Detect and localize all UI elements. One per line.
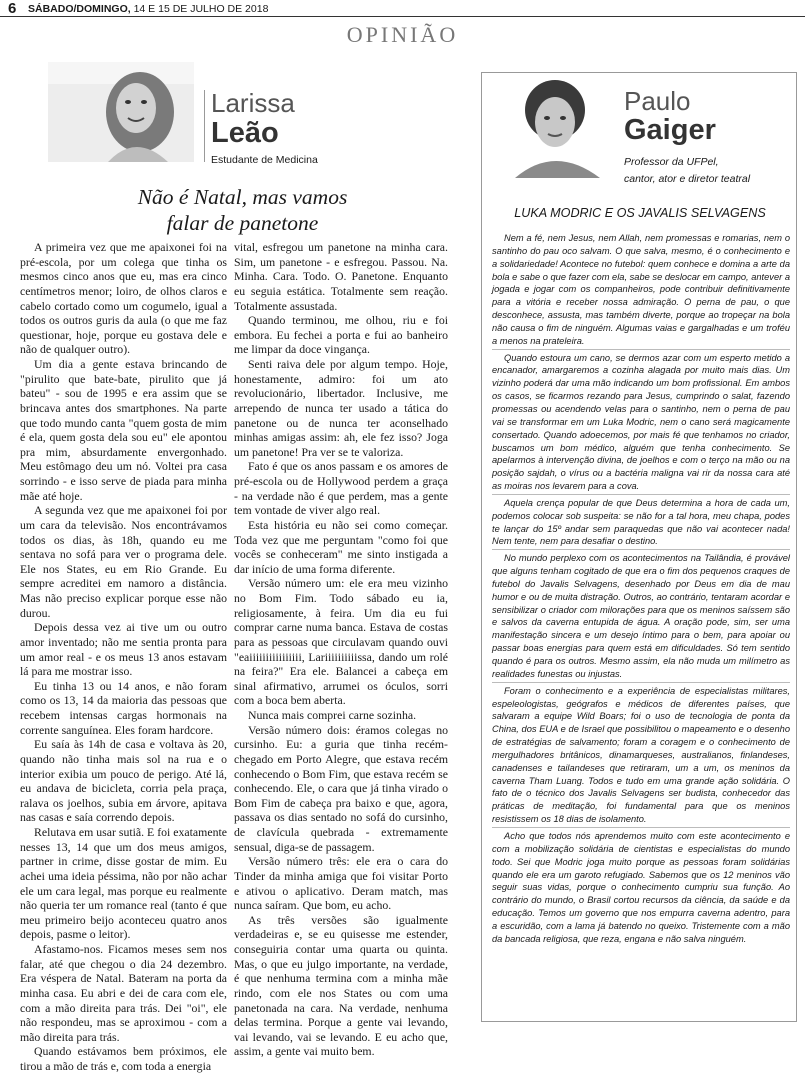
article-title-line: Não é Natal, mas vamos (137, 185, 348, 209)
paragraph: As três versões são igualmente verdadeiras e, se eu quisesse me estender, conseguiria contar uma quarta ou quinta. Mas, o que eu julgo importante, na verdade, é que nenhuma termina com a minha mãe rindo, com ele nos States ou com uma panetonada na cara. Na verdade, nenhuma delas termina. Porque a gente vai levando, vai levando, vai se levando. E eu acho que, assim, a gente vai muito bem. (234, 912, 448, 1059)
author-role (624, 154, 794, 188)
author-photo-larissa-image (48, 62, 194, 162)
author-first-name: Paulo (624, 86, 691, 116)
article-column-2 (234, 240, 448, 1059)
paragraph: Acho que todos nós aprendemos muito com este acontecimento e com a mobilização solidária de cientistas e especialistas do mundo todo. Sei que Modric joga muito porque as pessoas foram solidárias quando ele era um garoto refugiado. Sabemos que os 12 meninos vão seguir suas vidas, porque o conhecimento cumpriu sua função. Ao contrário do mundo, o Brasil cortou recursos da ciência, da saúde e da educação. Temos um governo que nos empurra caverna adentro, para a escuridão, com a lama já batendo no queixo. Tristemente com a mão da bancada religiosa, que reza, engana e não salva ninguém. (492, 830, 790, 944)
page-number: 6 (8, 0, 17, 17)
paragraph: Depois dessa vez ai tive um ou outro amor inventado; não me sentia pronta para um amor real - e os meus 13 anos estavam lá para me mostrar isso. (20, 620, 227, 679)
paragraph: Aquela crença popular de que Deus determina a hora de cada um, podemos colocar sob suspeita: se não for a tal hora, meu chapa, podes te lançar do 15º andar sem paraquedas que não vai acontecer nada! Nem tente, nem para desafiar o destino. (492, 497, 790, 547)
paragraph: Fato é que os anos passam e os amores de pré-escola ou de Hollywood perdem a graça - na verdade não é que perdem, mas a gente tem vontade de viver algo real. (234, 459, 448, 518)
paragraph: Nunca mais comprei carne sozinha. (248, 708, 417, 722)
author-photo-paulo-image (500, 74, 610, 178)
column-text (492, 232, 790, 946)
paragraph: Relutava em usar sutiã. E foi exatamente nesses 13, 14 que um dos meus amigos, partner in crime, disse gostar de mim. Eu achei uma ideia péssima, não por não achar ele um cara legal, mas porque eu realmente não queria ter um romance real (tanto é que meu primeiro beijo aconteceu quatro anos depois, pasme o leitor). (20, 825, 227, 942)
paragraph-divider (492, 549, 790, 550)
paragraph: vital, esfregou um panetone na minha cara. Sim, um panetone - e esfregou. Passou. Na. Minha. Cara. Todo. O. Panetone. Enquanto eu seguia estática. Totalmente sem reação. Totalmente assustada. (234, 240, 448, 313)
article-column-1 (20, 240, 227, 1074)
issue-date-days: SÁBADO/DOMINGO, (28, 3, 131, 15)
paragraph-divider (492, 682, 790, 683)
page-header (0, 0, 805, 18)
section-title: OPINIÃO (346, 22, 459, 47)
paragraph: No mundo perplexo com os acontecimentos na Tailândia, é provável que alguns tenham cogitado de que era o fim dos pequenos craques de futebol do Javalis Selvagens, desenhado por Deus em dia de mau humor e ou de muita distração. Outros, ao contrário, tentaram acordar e sensibilizar o criador com milorações para que os meninos saíssem são e salvos da caverna entupida de água. A oração pode, sim, ser uma manifestação sincera e um desejo íntimo para o bem, para apoiar ou passar boas energias para quem está em dificuldades. Só tem sentido quando é para os outros. Mesmo assim, ela não muda um milímetro as realidades funestas ou injustas. (492, 553, 790, 679)
author-role-line: cantor, ator e diretor teatral (624, 173, 751, 185)
paragraph-divider (492, 494, 790, 495)
paragraph-divider (492, 827, 790, 828)
author-last-name: Leão (211, 117, 279, 149)
issue-date (28, 3, 268, 15)
paragraph: Versão número um: ele era meu vizinho no Bom Fim. Todo sábado eu ia, religiosamente, à feira. Um dia eu fui comprar carne numa banca. Estava de costas para as pessoas que circulavam quando ouvi "eaiiiiiiiiiiiiiiii, Lariiiiiiiiiissa, dando um rolé na feira?" Era ele. Balancei a cabeça em sinal afirmativo, arrumei os óculos, sorri com a boca bem aberta. (234, 576, 448, 708)
paragraph: Foram o conhecimento e a experiência de especialistas militares, espeleologistas, geógrafos e médicos de diferentes países, que salvaram a equipe Wild Boars; foi o uso de tecnologia de ponta da China, dos EUA e de Israel que possibilitou o mapeamento e o desenho de estratégias de salvamento; foram a coragem e o conhecimento de mergulhadores britânicos, dinamarqueses, australianos, finlandeses, canadenses e tailandeses que retiraram, um a um, os meninos da caverna Tham Luang. Todos e tudo em uma grande ação solidária. O fato de o técnico dos Javalis Selvagens ser budista, conhecedor das práticas de meditação, foi fundamental para que os meninos resistissem os 18 dias de isolamento. (492, 685, 790, 825)
paragraph: Esta história eu não sei como começar. Toda vez que me perguntam "como foi que vocês se conheceram" me sinto instigada a dar início de uma forma diferente. (234, 517, 448, 576)
author-photo-paulo (500, 74, 610, 178)
author-divider (204, 90, 205, 162)
paragraph: Quando terminou, me olhou, riu e foi embora. Eu fechei a porta e fui ao banheiro me limpar da doce vingança. (234, 313, 448, 357)
author-role-line: Professor da UFPel, (624, 156, 719, 168)
paragraph: Senti raiva dele por algum tempo. Hoje, honestamente, admiro: foi um ato revolucionário, libertador. Inclusive, me arrependo de nunca ter usado a tática do panetone ou de nunca ter aconselhado minhas amigas assim: ah, ele fez isso? Joga um panetone! Pra ver se te valoriza. (234, 357, 448, 459)
paragraph: Quando estoura um cano, se dermos azar com um esperto metido a encanador, amargaremos a cozinha alagada por muito mais dias. Um vizinho poderá dar uma mão indicando um bom profissional. Em ambos os casos, se ficarmos rezando para Jesus, cumprindo o salat, fazendo promessas ou acendendo velas para o santinho, nem o perna de pau vai se transformar em um Luka Modric, nem o cano será magicamente consertado. Quando adoecemos, por mais fé que tenhamos no criador, buscamos um bom médico, alguém que tenha conhecimento. Se apelarmos à intervenção divina, de joelhos e com o terço na mão ou na posição sajdah, o vírus ou a bactéria maligna vai rir da nossa cara até as moiras nos levarem para a cova. (492, 352, 790, 492)
paragraph: Quando estávamos bem próximos, ele tirou a mão de trás e, com toda a energia (20, 1044, 227, 1073)
article-title (30, 184, 455, 236)
paragraph: Eu tinha 13 ou 14 anos, e não foram como os 13, 14 da maioria das pessoas que recebem intensas cargas hormonais na corrente sanguínea. Eles foram hardcore. (20, 678, 227, 737)
paragraph: Versão número três: ele era o cara do Tinder da minha amiga que foi visitar Porto e ativou o aplicativo. Deram match, mas nunca saíram. Que bom, eu acho. (234, 854, 448, 913)
paragraph-divider (492, 349, 790, 350)
paragraph: Nem a fé, nem Jesus, nem Allah, nem promessas e romarias, nem o santinho do pau oco salvam. O que salva, mesmo, é o conhecimento e a solidariedade! Acontece no futebol: quem conhece e domina a arte da bola e sabe o que fazer com ela, sabe se deslocar em campo, antever a jogada e jogar com os companheiros, pode contribuir definitivamente para a vitória e receber nossa admiração. O perna de pau, o que desconhece, assusta, mas também diverte, porque ao tropeçar na bola não causa o fim de ninguém. Algumas vaias e gargalhadas e um troféu a menos na prateleira. (492, 233, 790, 346)
paragraph: A primeira vez que me apaixonei foi na pré-escola, por um colega que tinha os mesmos cinco anos que eu, mas era cinco centímetros menor; loiro, de olhos claros e cabelo cortado como um cogumelo, igual a todos os outros guris da aula (o que me faz questionar, hoje, porque eu gostava dele e não de qualquer outro). (20, 240, 227, 357)
paragraph: Afastamo-nos. Ficamos meses sem nos falar, até que chegou o dia 24 dezembro. Era véspera de Natal. Bateram na porta da minha casa. Eu abri e dei de cara com ele, com a mão direita para trás. Dei "oi", ele não respondeu, mas se aproximou - com a mão direita para trás. (20, 942, 227, 1044)
column-title: LUKA MODRIC E OS JAVALIS SELVAGENS (514, 206, 766, 220)
author-first-name: Larissa (211, 88, 295, 118)
article-title-line: falar de panetone (166, 211, 319, 235)
issue-date-rest: 14 E 15 DE JULHO DE 2018 (130, 3, 269, 15)
author-role: Estudante de Medicina (211, 154, 318, 166)
paragraph: A segunda vez que me apaixonei foi por um cara da televisão. Nos encontrávamos todos os dias, às 18h, quando eu me sentava no sofá para ver o programa dele. Ele nos States, eu em Rio Grande. Eu sempre acreditei em namoro a distância. Mas não preciso explicar porque esse não durou. (20, 503, 227, 620)
author-last-name: Gaiger (624, 114, 716, 146)
paragraph: Versão número dois: éramos colegas no cursinho. Eu: a guria que tinha recém-chegado em Porto Alegre, que estava recém conhecendo o Bom Fim, que estava recém se conhecendo. Ele, o cara que já tinha virado o Bom Fim de cabeça pra baixo e que, agora, passava os dias sentado no sofá do cursinho, de clavícula quebrada - extremamente sensual, diga-se de passagem. (234, 722, 448, 854)
paragraph: Eu saía às 14h de casa e voltava às 20, quando não tinha mais sol na rua e o interior exibia um pouco de perigo. Até lá, eu andava de bicicleta, corria pela praça, ralava os joelhos, subia em árvore, apitava nas casas e saía correndo depois. (20, 737, 227, 825)
header-rule (0, 16, 805, 17)
paragraph: Um dia a gente estava brincando de "pirulito que bate-bate, pirulito que já bateu" - sou de 1995 e era assim que se brincava antes dos smartphones. Na parte que todo mundo canta "quem gosta de mim é ela, quem gosta dela sou eu" ele apontou pra mim, absurdamente envergonhado. Meu estômago deu um nó. Voltei pra casa sorrindo - e isso serve de piada para minha mãe até hoje. (20, 357, 227, 503)
author-photo-larissa (48, 62, 194, 162)
